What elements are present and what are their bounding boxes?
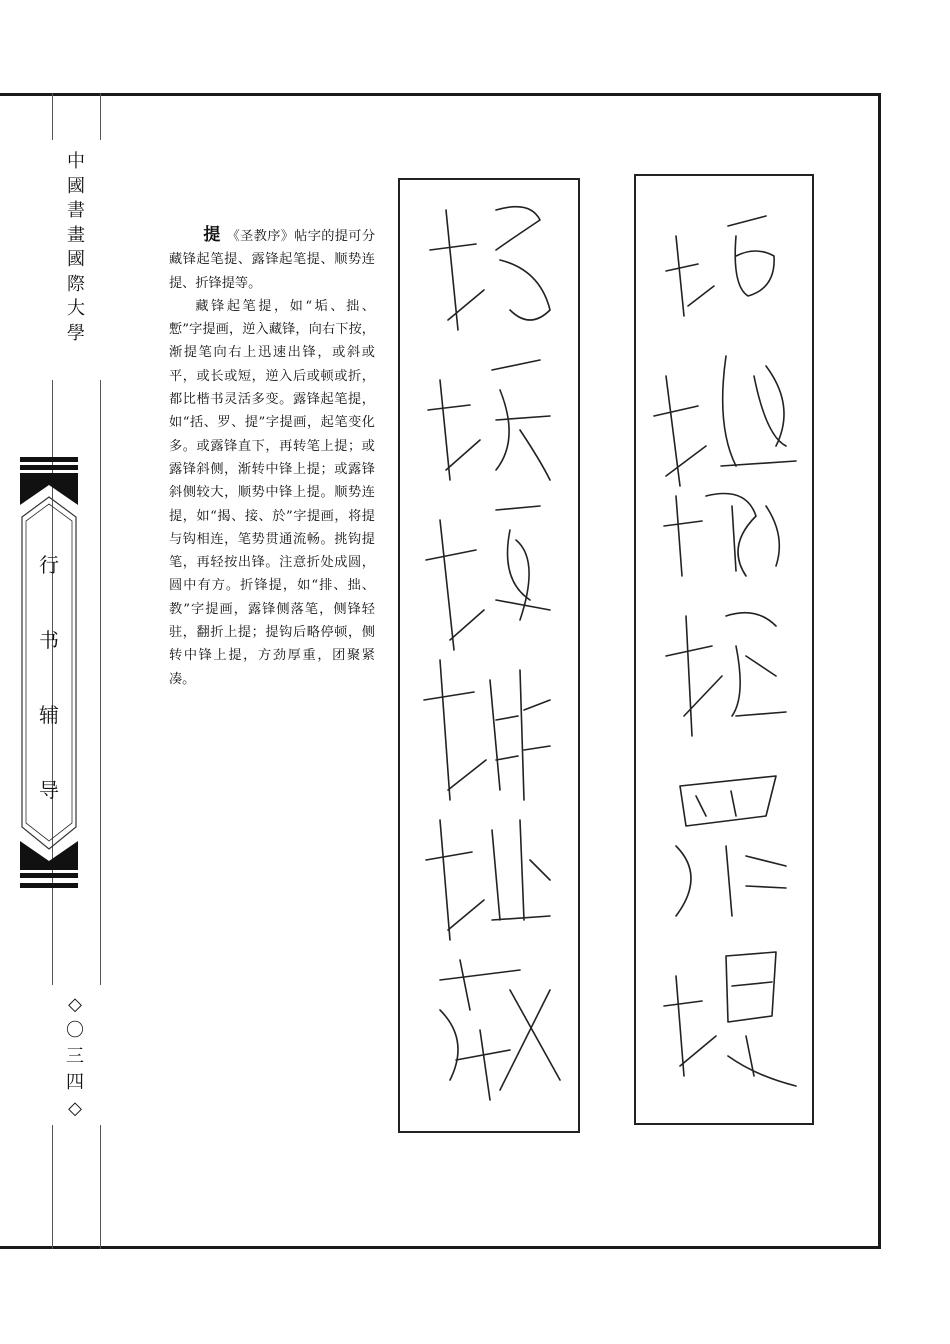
chapter-char: 书: [39, 628, 59, 652]
series-char: 中: [67, 151, 85, 172]
series-char: 書: [67, 200, 85, 221]
page-number-digit: 〇: [66, 1020, 84, 1041]
intro-paragraph: [169, 224, 375, 295]
chapter-char: 导: [39, 778, 59, 802]
calligraphy-outline-right: [636, 176, 812, 1123]
intro-text: 《圣教序》帖字的提可分藏锋起笔提、露锋起笔提、顺势连提、折锋提等。: [169, 229, 376, 291]
series-char: 國: [67, 249, 85, 270]
calligraphy-outline-left: [400, 180, 578, 1131]
page-number: [60, 992, 90, 1122]
page-number-digit: 四: [66, 1072, 84, 1093]
chapter-char: 行: [39, 553, 59, 577]
series-char: 畫: [67, 224, 85, 246]
chapter-title: [20, 545, 78, 845]
series-char: 大: [67, 298, 85, 319]
page-number-ornament: ◇: [68, 994, 82, 1015]
page-number-ornament: ◇: [68, 1098, 82, 1119]
article-text: [169, 224, 375, 691]
series-title: [58, 150, 94, 346]
series-char: 際: [67, 273, 85, 295]
chapter-char: 辅: [39, 703, 59, 727]
lead-character: 提: [203, 225, 221, 245]
body-paragraph: 藏锋起笔提，如“垢、拙、慙”字提画，逆入藏锋，向右下按，渐提笔向右上迅速出锋，或斜或平，或长或短，逆入后或顿或折，都比楷书灵活多变。露锋起笔提，如“括、罗、提”字提画，起笔变化多。或露锋直下，再转笔上提；或露锋斜侧，渐转中锋上提；或露锋斜侧较大，顺势中锋上提。顺势连提，如“揭、接、於”字提画，将提与钩相连，笔势贯通流畅。挑钩提笔，再轻按出锋。注意折处成圆，圆中有方。折锋提，如“排、拙、教”字提画，露锋侧落笔，侧锋轻驻，翻折上提；提钩后略停顿，侧转中锋上提，方劲厚重，团聚紧凑。: [169, 298, 375, 687]
series-char: 學: [67, 322, 85, 344]
page-number-digit: 三: [66, 1046, 84, 1067]
series-char: 國: [67, 175, 85, 197]
calligraphy-panel-right: [634, 174, 814, 1125]
calligraphy-panel-left: [398, 178, 580, 1133]
